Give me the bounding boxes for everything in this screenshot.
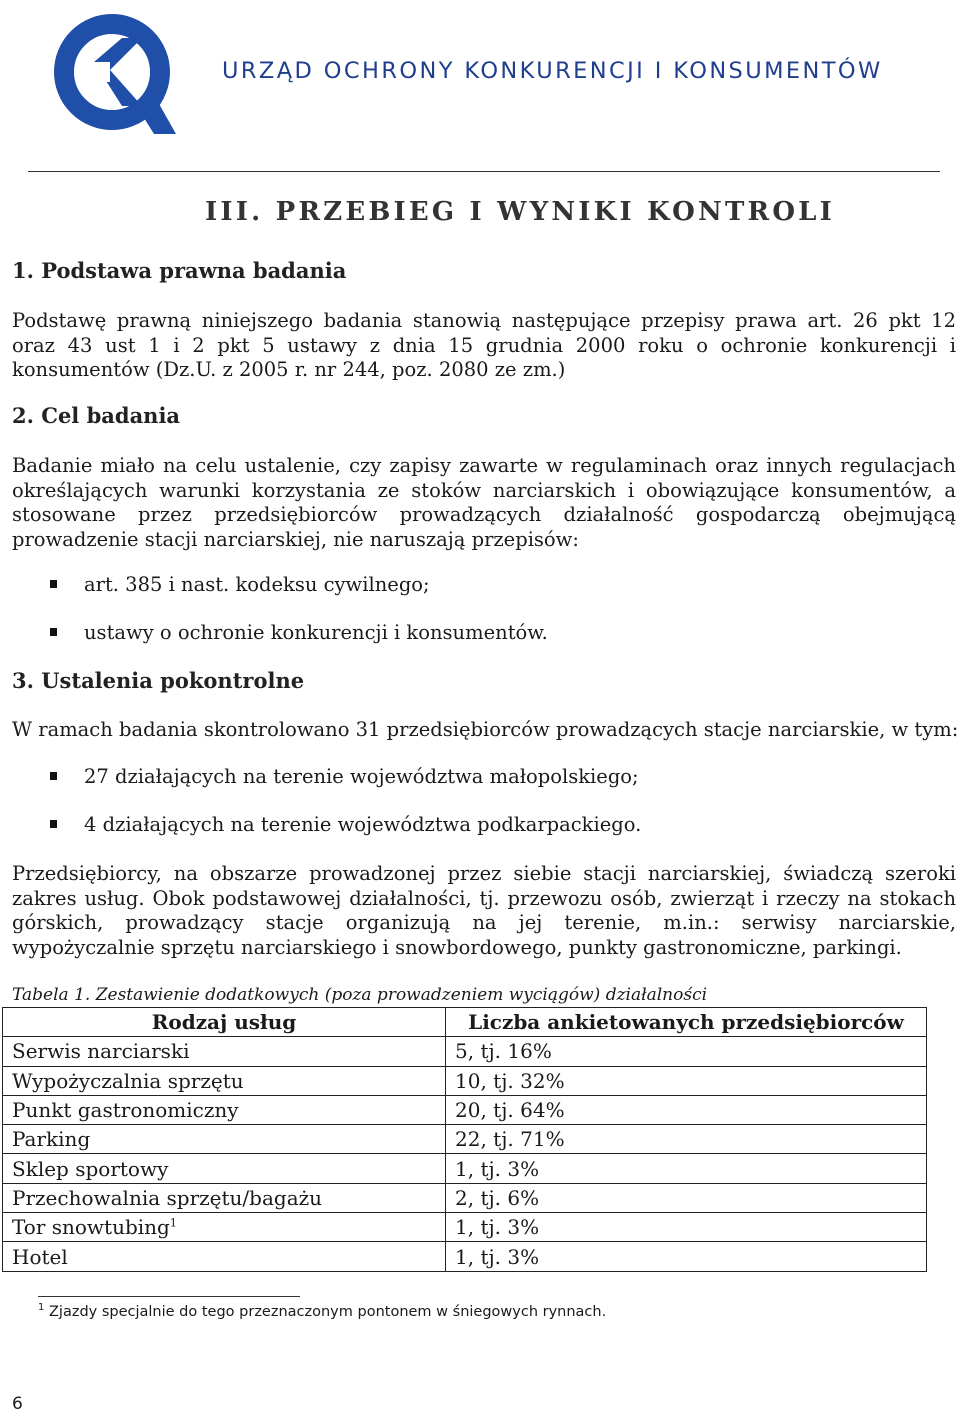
cell-service: Sklep sportowy xyxy=(3,1154,446,1183)
office-name: URZĄD OCHRONY KONKURENCJI I KONSUMENTÓW xyxy=(222,58,883,84)
list-item: art. 385 i nast. kodeksu cywilnego; xyxy=(84,573,430,596)
table-row xyxy=(3,1183,927,1212)
bullet-marker xyxy=(50,628,57,636)
cell-service xyxy=(3,1213,446,1242)
table-row xyxy=(3,1242,927,1271)
cell-count: 2, tj. 6% xyxy=(446,1183,927,1212)
bullet-marker xyxy=(50,772,57,780)
table-row xyxy=(3,1095,927,1124)
paragraph-services: Przedsiębiorcy, na obszarze prowadzonej przez siebie stacji narciarskiej, świadczą szeroki zakres usług. Obok podstawowej działalności, tj. przewozu osób, zwierząt i rzeczy na stokach górskich, prowadzący stacje organizują na jej terenie, m.in.: serwisy narciarskie, wypożyczalnie sprzętu narciarskiego i snowbordowego, punkty gastronomiczne, parkingi. xyxy=(12,862,956,959)
cell-service: Wypożyczalnia sprzętu xyxy=(3,1066,446,1095)
uokik-logo-icon xyxy=(50,10,180,136)
cell-count: 1, tj. 3% xyxy=(446,1213,927,1242)
cell-count: 10, tj. 32% xyxy=(446,1066,927,1095)
page-number: 6 xyxy=(12,1394,23,1414)
header-divider xyxy=(28,171,940,172)
table-row xyxy=(3,1066,927,1095)
paragraph-legal-basis: Podstawę prawną niniejszego badania stanowią następujące przepisy prawa art. 26 pkt 12 oraz 43 ust 1 i 2 pkt 5 ustawy z dnia 15 grudnia 2000 roku o ochronie konkurencji i konsumentów (Dz.U. z 2005 r. nr 244, poz. 2080 ze zm.) xyxy=(12,309,956,381)
table-header-row xyxy=(3,1008,927,1037)
cell-service: Serwis narciarski xyxy=(3,1037,446,1066)
heading-legal-basis: 1. Podstawa prawna badania xyxy=(12,258,347,283)
cell-service: Przechowalnia sprzętu/bagażu xyxy=(3,1183,446,1212)
cell-count: 1, tj. 3% xyxy=(446,1242,927,1271)
cell-count: 1, tj. 3% xyxy=(446,1154,927,1183)
cell-service: Parking xyxy=(3,1125,446,1154)
table-row xyxy=(3,1125,927,1154)
cell-service: Punkt gastronomiczny xyxy=(3,1095,446,1124)
cell-service-text: Tor snowtubing xyxy=(12,1215,170,1240)
list-item: 4 działających na terenie województwa podkarpackiego. xyxy=(84,813,642,836)
table-row xyxy=(3,1154,927,1183)
paragraph-purpose: Badanie miało na celu ustalenie, czy zapisy zawarte w regulaminach oraz innych regulacjach określających warunki korzystania ze stoków narciarskich i obowiązujące konsumentów, a stosowane przez przedsiębiorców prowadzących działalność gospodarczą obejmującą prowadzenie stacji narciarskiej, nie naruszają przepisów: xyxy=(12,454,956,551)
services-table xyxy=(2,1007,927,1272)
bullet-marker xyxy=(50,820,57,828)
footnote-reference: 1 xyxy=(169,1216,177,1230)
bullet-marker xyxy=(50,580,57,588)
list-item: ustawy o ochronie konkurencji i konsumentów. xyxy=(84,621,548,644)
column-header-count: Liczba ankietowanych przedsiębiorców xyxy=(446,1008,927,1037)
table-caption: Tabela 1. Zestawienie dodatkowych (poza prowadzeniem wyciągów) działalności xyxy=(12,985,708,1005)
cell-count: 22, tj. 71% xyxy=(446,1125,927,1154)
heading-purpose: 2. Cel badania xyxy=(12,403,181,428)
section-title: III. PRZEBIEG I WYNIKI KONTROLI xyxy=(205,197,836,227)
column-header-service: Rodzaj usług xyxy=(3,1008,446,1037)
table-row xyxy=(3,1037,927,1066)
footnote-text: Zjazdy specjalnie do tego przeznaczonym pontonem w śniegowych rynnach. xyxy=(48,1303,607,1320)
cell-count: 20, tj. 64% xyxy=(446,1095,927,1124)
paragraph-findings-intro: W ramach badania skontrolowano 31 przedsiębiorców prowadzących stacje narciarskie, w tym: xyxy=(12,718,959,741)
footnote xyxy=(38,1302,606,1320)
heading-findings: 3. Ustalenia pokontrolne xyxy=(12,668,305,693)
table-row xyxy=(3,1213,927,1242)
footnote-divider xyxy=(38,1296,300,1297)
cell-count: 5, tj. 16% xyxy=(446,1037,927,1066)
footnote-mark: 1 xyxy=(38,1302,45,1313)
cell-service: Hotel xyxy=(3,1242,446,1271)
list-item: 27 działających na terenie województwa małopolskiego; xyxy=(84,765,639,788)
